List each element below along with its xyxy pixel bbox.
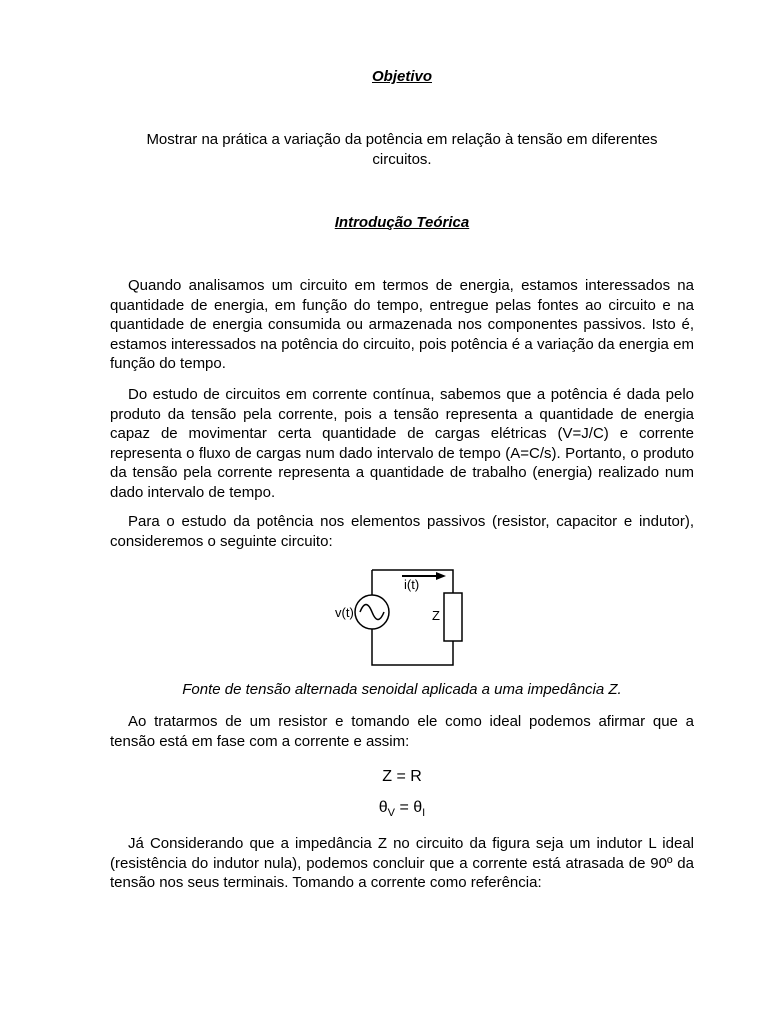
- theta-v-symbol: θ: [378, 799, 388, 816]
- introduction-heading: Introdução Teórica: [334, 214, 470, 231]
- equation-z-equals-r: Z = R: [382, 768, 422, 785]
- objective-text: Mostrar na prática a variação da potência em relação à tensão em diferentes circuitos.: [146, 131, 658, 168]
- intro-paragraph-3: Para o estudo da potência nos elementos passivos (resistor, capacitor e indutor), consideremos o seguinte circuito:: [110, 513, 694, 550]
- equation-phase: [110, 798, 694, 824]
- impedance-box: [444, 593, 462, 641]
- document-page: [110, 0, 694, 1024]
- intro-paragraph-1: Quando analisamos um circuito em termos de energia, estamos interessados na quantidade de energia, em função do tempo, entregue pelas fontes ao circuito e na quantidade de energia consumida ou armazenada nos componentes passivos. Isto é, estamos interessados na potência do circuito, pois potência é a variação da energia em função do tempo.: [110, 277, 694, 372]
- theta-v-subscript: V: [387, 807, 396, 820]
- sine-wave-icon: [360, 605, 384, 620]
- equals-theta-i: = θ: [395, 799, 423, 816]
- figure-caption: Fonte de tensão alternada senoidal aplicada a uma impedância Z.: [182, 681, 622, 698]
- source-label: v(t): [335, 605, 354, 620]
- theta-i-subscript: I: [422, 807, 426, 820]
- bottom-wire: [372, 629, 453, 665]
- current-label: i(t): [404, 577, 420, 592]
- resistor-paragraph: Ao tratarmos de um resistor e tomando ele como ideal podemos afirmar que a tensão está em fase com a corrente e assim:: [110, 713, 694, 750]
- current-arrow-head-icon: [436, 572, 446, 580]
- inductor-paragraph: Já Considerando que a impedância Z no circuito da figura seja um indutor L ideal (resistência do indutor nula), podemos concluir que a corrente está atrasada de 90º da tensão nos seus terminais. Tomando a corrente como referência:: [110, 835, 694, 891]
- intro-paragraph-2: Do estudo de circuitos em corrente contínua, sabemos que a potência é dada pelo produto da tensão pela corrente, pois a tensão representa a quantidade de energia capaz de movimentar certa quantidade de cargas elétricas (V=J/C) e corrente representa o fluxo de cargas num dado intervalo de tempo (A=C/s). Portanto, o produto da tensão pela corrente representa a quantidade de trabalho (energia) realizado num dado intervalo de tempo.: [110, 386, 694, 501]
- impedance-label: Z: [432, 608, 440, 623]
- circuit-diagram: [332, 562, 472, 670]
- objective-heading: Objetivo: [371, 68, 432, 85]
